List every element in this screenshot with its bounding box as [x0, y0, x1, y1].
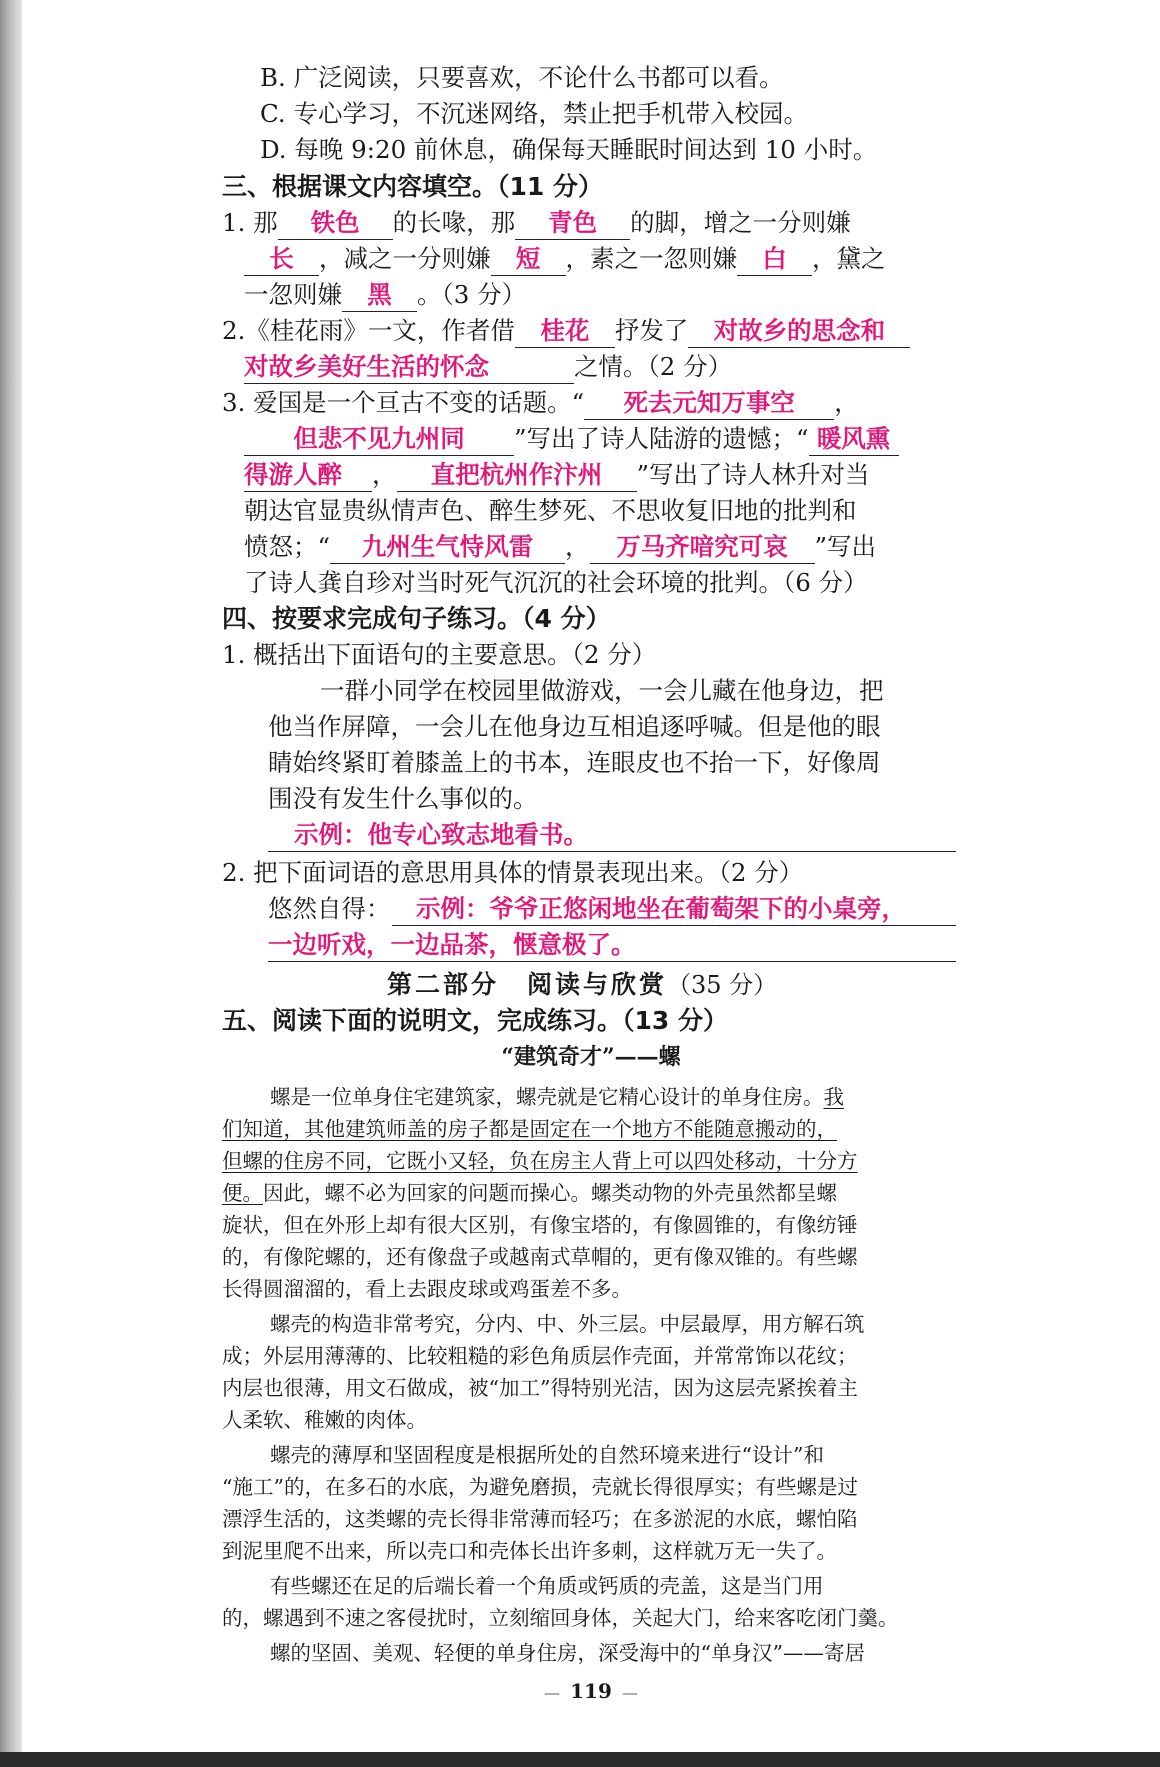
- answer-blank: 对故乡的思念和: [688, 316, 910, 348]
- underlined-text: 但螺的住房不同，它既小又轻，负在房主人背上可以四处移动，十分方: [222, 1149, 858, 1173]
- part-2-title-main: 第二部分 阅读与欣赏: [387, 970, 668, 999]
- q3-1-text: 1. 那: [222, 208, 278, 237]
- underlined-text: 我: [823, 1085, 844, 1109]
- q4-2-word: 悠然自得：: [268, 894, 391, 923]
- answer-blank: 直把杭州作汴州: [397, 460, 637, 492]
- q3-3-text: 3. 爱国是一个亘古不变的话题。“: [222, 388, 585, 417]
- q3-3-text: ，: [834, 388, 859, 417]
- q4-1-prompt: 1. 概括出下面语句的主要意思。（2 分）: [222, 640, 657, 669]
- q4-1-answer: 示例：他专心致志地看书。: [294, 820, 588, 849]
- answer-blank: 短: [491, 244, 566, 276]
- q3-3-line4: 朝达官显贵纵情声色、醉生梦死、不思收复旧地的批判和: [244, 496, 857, 525]
- textbook-page: [22, 0, 1160, 1752]
- section-5-heading: 五、阅读下面的说明文，完成练习。（13 分）: [222, 1006, 728, 1035]
- q3-3-text: ”写出了诗人林升对当: [636, 460, 870, 489]
- q4-2-prompt: 2. 把下面词语的意思用具体的情景表现出来。（2 分）: [222, 858, 804, 887]
- article-line: 内层也很薄，用文石做成，被“加工”得特别光洁，因为这层壳紧挨着主: [222, 1376, 858, 1400]
- q4-1-passage-line: 睛始终紧盯着膝盖上的书本，连眼皮也不抬一下，好像周: [268, 748, 881, 777]
- q3-1-text: 的脚，增之一分则嫌: [630, 208, 851, 237]
- q3-1-line2: [244, 241, 886, 277]
- section-4-heading: 四、按要求完成句子练习。（4 分）: [222, 604, 611, 633]
- answer-line: [268, 851, 956, 852]
- part-2-title-score: （35 分）: [667, 971, 778, 999]
- q3-1-text: ，减之一分则嫌: [319, 244, 491, 273]
- q3-1-text: ，黛之: [812, 244, 886, 273]
- answer-blank: 暖风熏: [809, 424, 899, 456]
- answer-blank: 万马齐喑究可哀: [590, 532, 815, 564]
- article-line: 到泥里爬不出来，所以壳口和壳体长出许多刺，这样就万无一失了。: [222, 1539, 837, 1563]
- underlined-text: 便。: [222, 1181, 263, 1205]
- article-line: 有些螺还在足的后端长着一个角质或钙质的壳盖，这是当门用: [270, 1574, 824, 1598]
- answer-line: [268, 961, 956, 962]
- q3-3-line2: [244, 421, 899, 457]
- q3-3-line6: 了诗人龚自珍对当时死气沉沉的社会环境的批判。（6 分）: [244, 568, 868, 597]
- q3-3-text: ，: [372, 460, 397, 489]
- q4-1-passage-line: 一群小同学在校园里做游戏，一会儿藏在他身边，把: [320, 676, 884, 705]
- article-line: 成；外层用薄薄的、比较粗糙的彩色角质层作壳面，并常常饰以花纹；: [222, 1344, 858, 1368]
- q4-1-passage-line: 围没有发生什么事似的。: [268, 784, 538, 813]
- answer-line: [392, 925, 956, 926]
- article-line: 人柔软、稚嫩的肉体。: [222, 1408, 427, 1432]
- answer-blank: 青色: [515, 208, 630, 240]
- article-text: 螺是一位单身住宅建筑家，螺壳就是它精心设计的单身住房。: [270, 1085, 824, 1109]
- article-line: 漂浮生活的，这类螺的壳长得非常薄而轻巧；在多淤泥的水底，螺怕陷: [222, 1507, 858, 1531]
- q3-1-text: 的长喙，那: [392, 208, 516, 237]
- bottom-edge-bar: [0, 1752, 1160, 1767]
- book-spine-shadow: [0, 0, 22, 1767]
- answer-blank: 九州生气恃风雷: [330, 532, 565, 564]
- page-footer: — 119 —: [543, 1679, 639, 1703]
- q3-3-line1: [222, 385, 859, 421]
- underlined-text: 们知道，其他建筑师盖的房子都是固定在一个地方不能随意搬动的，: [222, 1117, 837, 1141]
- article-line: “施工”的，在多石的水底，为避免磨损，壳就长得很厚实；有些螺是过: [222, 1475, 858, 1499]
- article-text: 因此，螺不必为回家的问题而操心。螺类动物的外壳虽然都呈螺: [263, 1181, 837, 1205]
- section-3-heading: 三、根据课文内容填空。（11 分）: [222, 172, 603, 201]
- choice-d: D. 每晚 9:20 前休息，确保每天睡眠时间达到 10 小时。: [260, 135, 878, 164]
- q3-2-text: 抒发了: [614, 316, 689, 345]
- q3-3-text: ，: [565, 532, 590, 561]
- article-line: 长得圆溜溜的，看上去跟皮球或鸡蛋差不多。: [222, 1277, 632, 1301]
- q3-1-line1: [222, 205, 851, 241]
- q3-2-line1: [222, 313, 910, 349]
- article-line: 的，有像陀螺的，还有像盘子或越南式草帽的，更有像双锥的。有些螺: [222, 1245, 858, 1269]
- q3-1-text: 。（3 分）: [417, 280, 527, 309]
- q3-2-text: 之情。（2 分）: [574, 352, 733, 381]
- q4-2-answer-line1: 示例：爷爷正悠闲地坐在葡萄架下的小桌旁，: [416, 894, 906, 923]
- article-line: 旋状，但在外形上却有很大区别，有像宝塔的，有像圆锥的，有像纺锤: [222, 1213, 858, 1237]
- q3-3-line5: [244, 529, 876, 565]
- q3-2-text: 2.《桂花雨》一文，作者借: [222, 316, 515, 345]
- q3-3-text: 愤怒；“: [244, 532, 331, 561]
- choice-b: B. 广泛阅读，只要喜欢，不论什么书都可以看。: [260, 63, 784, 92]
- answer-blank: 但悲不见九州同: [244, 424, 514, 456]
- answer-blank: 桂花: [515, 316, 615, 348]
- q4-2-answer-line2: 一边听戏，一边品茶，惬意极了。: [268, 930, 636, 959]
- q4-1-passage-line: 他当作屏障，一会儿在他身边互相追逐呼喊。但是他的眼: [268, 712, 881, 741]
- answer-blank: 对故乡美好生活的怀念: [244, 352, 574, 384]
- choice-c: C. 专心学习，不沉迷网络，禁止把手机带入校园。: [260, 99, 808, 128]
- q3-1-line3: [244, 277, 526, 313]
- q3-3-line3: [244, 457, 870, 493]
- answer-blank: 长: [244, 244, 319, 276]
- answer-blank: 铁色: [278, 208, 393, 240]
- article-line: 螺壳的薄厚和坚固程度是根据所处的自然环境来进行“设计”和: [270, 1443, 824, 1467]
- article-line: 的，螺遇到不速之客侵扰时，立刻缩回身体，关起大门，给来客吃闭门羹。: [222, 1606, 899, 1630]
- answer-blank: 黑: [342, 280, 417, 312]
- q3-3-text: ”写出: [814, 532, 877, 561]
- article-line: 螺壳的构造非常考究，分内、中、外三层。中层最厚，用方解石筑: [270, 1312, 865, 1336]
- part-2-title: [387, 965, 777, 1005]
- page-number: 119: [570, 1679, 612, 1703]
- article-line: [222, 1178, 837, 1210]
- answer-blank: 白: [737, 244, 812, 276]
- q3-1-text: ，素之一忽则嫌: [565, 244, 737, 273]
- answer-blank: 死去元知万事空: [584, 388, 834, 420]
- article-title: “建筑奇才”——螺: [501, 1044, 681, 1070]
- q3-3-text: ”写出了诗人陆游的遗憾；“: [514, 424, 809, 453]
- article-line: [270, 1082, 844, 1114]
- q3-1-text: 一忽则嫌: [244, 280, 342, 309]
- answer-blank: 得游人醉: [244, 460, 372, 492]
- q3-2-line2: [244, 349, 732, 385]
- article-line: 螺的坚固、美观、轻便的单身住房，深受海中的“单身汉”——寄居: [270, 1641, 865, 1665]
